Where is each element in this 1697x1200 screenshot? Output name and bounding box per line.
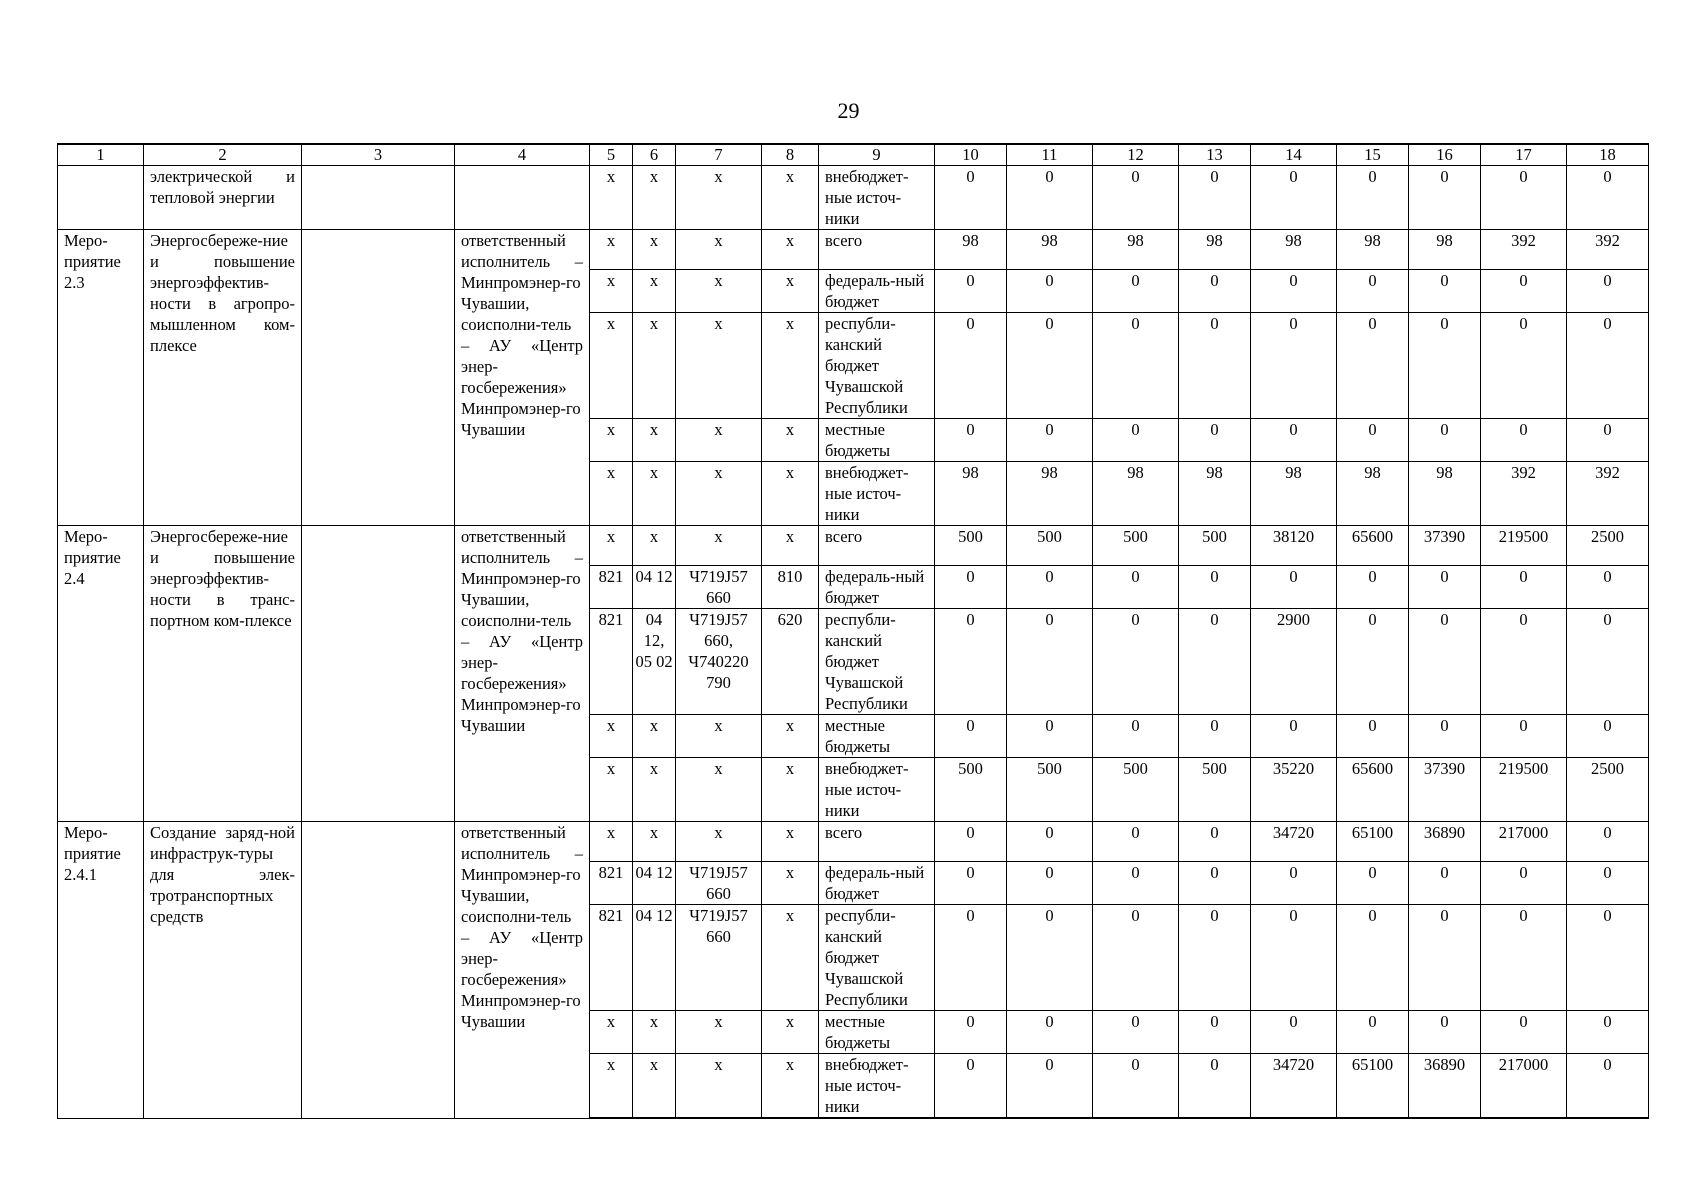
value-cell: 65100 xyxy=(1337,1054,1409,1119)
value-cell: 0 xyxy=(1337,609,1409,715)
value-cell: 0 xyxy=(935,862,1007,905)
value-cell: x xyxy=(762,166,819,230)
funding-source-cell: всего xyxy=(819,230,935,270)
value-cell: 0 xyxy=(1409,609,1481,715)
value-cell: 0 xyxy=(1093,1054,1179,1119)
value-cell: Ч719J57 660 xyxy=(676,566,762,609)
value-cell: 810 xyxy=(762,566,819,609)
value-cell: 98 xyxy=(1251,462,1337,526)
value-cell: 98 xyxy=(1093,230,1179,270)
value-cell: 65100 xyxy=(1337,822,1409,862)
event-name-cell: Энергосбереже-ние и повышение энергоэффектив-ности в агропро-мышленном ком-плексе xyxy=(144,230,302,526)
value-cell: x xyxy=(676,715,762,758)
value-cell: 0 xyxy=(1093,822,1179,862)
value-cell: 65600 xyxy=(1337,526,1409,566)
value-cell: 0 xyxy=(1007,609,1093,715)
column-number-cell: 4 xyxy=(455,144,590,166)
value-cell: 36890 xyxy=(1409,822,1481,862)
funding-source-cell: внебюджет-ные источ-ники xyxy=(819,1054,935,1119)
column-number-cell: 16 xyxy=(1409,144,1481,166)
column-number-cell: 15 xyxy=(1337,144,1409,166)
value-cell: 04 12 xyxy=(633,905,676,1011)
value-cell: 0 xyxy=(1337,166,1409,230)
funding-source-cell: всего xyxy=(819,526,935,566)
column-number-cell: 1 xyxy=(58,144,144,166)
value-cell: x xyxy=(633,419,676,462)
value-cell: 0 xyxy=(1093,862,1179,905)
value-cell: 0 xyxy=(1251,715,1337,758)
value-cell: 0 xyxy=(1093,1011,1179,1054)
value-cell: 0 xyxy=(1179,822,1251,862)
value-cell: 0 xyxy=(1093,270,1179,313)
value-cell: 0 xyxy=(1409,270,1481,313)
value-cell: 0 xyxy=(1093,419,1179,462)
value-cell: 65600 xyxy=(1337,758,1409,822)
funding-source-cell: федераль-ный бюджет xyxy=(819,566,935,609)
value-cell: 98 xyxy=(1337,462,1409,526)
value-cell: 2500 xyxy=(1567,758,1649,822)
value-cell: 0 xyxy=(1251,905,1337,1011)
value-cell: x xyxy=(762,462,819,526)
value-cell: 36890 xyxy=(1409,1054,1481,1119)
table-row xyxy=(58,822,1649,862)
empty-cell xyxy=(302,822,455,1119)
value-cell: 0 xyxy=(1251,166,1337,230)
value-cell: 0 xyxy=(1567,566,1649,609)
program-funding-table xyxy=(57,143,1649,1119)
value-cell: 0 xyxy=(1567,1054,1649,1119)
value-cell: 37390 xyxy=(1409,758,1481,822)
value-cell: x xyxy=(590,758,633,822)
funding-source-cell: республи-канский бюджет Чувашской Республики xyxy=(819,313,935,419)
value-cell: 0 xyxy=(1567,862,1649,905)
event-name-cell: электрической и тепловой энергии xyxy=(144,166,302,230)
value-cell: 0 xyxy=(1007,166,1093,230)
funding-source-cell: внебюджет-ные источ-ники xyxy=(819,166,935,230)
value-cell: x xyxy=(762,270,819,313)
value-cell: 0 xyxy=(1093,905,1179,1011)
value-cell: x xyxy=(676,270,762,313)
value-cell: x xyxy=(762,526,819,566)
value-cell: 35220 xyxy=(1251,758,1337,822)
value-cell: 0 xyxy=(1567,1011,1649,1054)
funding-source-cell: федераль-ный бюджет xyxy=(819,270,935,313)
value-cell: x xyxy=(633,715,676,758)
column-number-cell: 11 xyxy=(1007,144,1093,166)
value-cell: 500 xyxy=(1007,758,1093,822)
value-cell: 392 xyxy=(1567,462,1649,526)
value-cell: 0 xyxy=(935,313,1007,419)
funding-source-cell: внебюджет-ные источ-ники xyxy=(819,462,935,526)
table-row xyxy=(58,166,1649,230)
value-cell: x xyxy=(633,270,676,313)
value-cell: 620 xyxy=(762,609,819,715)
value-cell: x xyxy=(590,1011,633,1054)
measure-cell: Меро-приятие 2.3 xyxy=(58,230,144,526)
value-cell: 98 xyxy=(1337,230,1409,270)
funding-source-cell: местные бюджеты xyxy=(819,715,935,758)
value-cell: x xyxy=(590,715,633,758)
value-cell: x xyxy=(676,313,762,419)
value-cell: 0 xyxy=(1093,715,1179,758)
funding-source-cell: внебюджет-ные источ-ники xyxy=(819,758,935,822)
value-cell: 0 xyxy=(1337,862,1409,905)
column-number-row xyxy=(58,144,1649,166)
value-cell: 0 xyxy=(1179,566,1251,609)
value-cell: x xyxy=(590,419,633,462)
value-cell: x xyxy=(762,822,819,862)
value-cell: 0 xyxy=(1337,566,1409,609)
value-cell: 0 xyxy=(1007,715,1093,758)
value-cell: 0 xyxy=(1409,862,1481,905)
value-cell: 0 xyxy=(1567,270,1649,313)
value-cell: 98 xyxy=(1007,462,1093,526)
value-cell: 0 xyxy=(1093,609,1179,715)
value-cell: 98 xyxy=(1179,462,1251,526)
value-cell: x xyxy=(633,822,676,862)
value-cell: 0 xyxy=(935,419,1007,462)
value-cell: 38120 xyxy=(1251,526,1337,566)
value-cell: 217000 xyxy=(1481,1054,1567,1119)
funding-source-cell: республи-канский бюджет Чувашской Республики xyxy=(819,609,935,715)
value-cell: 0 xyxy=(1093,566,1179,609)
value-cell: 821 xyxy=(590,862,633,905)
value-cell: 34720 xyxy=(1251,822,1337,862)
value-cell: 0 xyxy=(1007,566,1093,609)
value-cell: 0 xyxy=(1409,313,1481,419)
column-number-cell: 14 xyxy=(1251,144,1337,166)
value-cell: 0 xyxy=(935,270,1007,313)
value-cell: Ч719J57 660 xyxy=(676,862,762,905)
value-cell: Ч719J57 660, Ч740220 790 xyxy=(676,609,762,715)
value-cell: 0 xyxy=(1179,270,1251,313)
value-cell: x xyxy=(633,166,676,230)
value-cell: x xyxy=(762,419,819,462)
value-cell: 0 xyxy=(1179,715,1251,758)
column-number-cell: 18 xyxy=(1567,144,1649,166)
value-cell: 0 xyxy=(1481,270,1567,313)
value-cell: 0 xyxy=(1093,166,1179,230)
value-cell: x xyxy=(676,758,762,822)
value-cell: x xyxy=(762,313,819,419)
value-cell: 0 xyxy=(1337,270,1409,313)
value-cell: x xyxy=(633,758,676,822)
column-number-cell: 13 xyxy=(1179,144,1251,166)
value-cell: 0 xyxy=(1179,419,1251,462)
value-cell: 0 xyxy=(1179,1011,1251,1054)
value-cell: 0 xyxy=(1409,905,1481,1011)
value-cell: 0 xyxy=(1567,822,1649,862)
executor-cell xyxy=(455,166,590,230)
value-cell: 0 xyxy=(1337,1011,1409,1054)
value-cell: 0 xyxy=(1251,419,1337,462)
value-cell: 500 xyxy=(1093,758,1179,822)
value-cell: 0 xyxy=(1481,609,1567,715)
value-cell: 0 xyxy=(1007,1054,1093,1119)
value-cell: 500 xyxy=(1179,526,1251,566)
funding-source-cell: местные бюджеты xyxy=(819,419,935,462)
value-cell: x xyxy=(633,462,676,526)
value-cell: 0 xyxy=(1179,862,1251,905)
value-cell: x xyxy=(590,526,633,566)
value-cell: x xyxy=(762,905,819,1011)
value-cell: x xyxy=(762,230,819,270)
value-cell: x xyxy=(633,1054,676,1119)
value-cell: x xyxy=(676,419,762,462)
value-cell: x xyxy=(676,166,762,230)
empty-cell xyxy=(302,230,455,526)
value-cell: 0 xyxy=(1007,270,1093,313)
value-cell: 2900 xyxy=(1251,609,1337,715)
value-cell: x xyxy=(762,758,819,822)
value-cell: x xyxy=(762,1054,819,1119)
value-cell: 0 xyxy=(1409,715,1481,758)
value-cell: 0 xyxy=(1567,313,1649,419)
value-cell: 0 xyxy=(1251,862,1337,905)
value-cell: 98 xyxy=(1093,462,1179,526)
value-cell: 821 xyxy=(590,905,633,1011)
value-cell: 0 xyxy=(1481,862,1567,905)
empty-cell xyxy=(302,526,455,822)
executor-cell: ответственный исполнитель – Минпромэнер-го Чувашии, соисполни-тель – АУ «Центр энер-госбережения» Минпромэнер-го Чувашии xyxy=(455,230,590,526)
value-cell: 0 xyxy=(1179,609,1251,715)
table-row xyxy=(58,230,1649,270)
value-cell: x xyxy=(590,270,633,313)
value-cell: x xyxy=(676,462,762,526)
value-cell: 98 xyxy=(1409,230,1481,270)
value-cell: 98 xyxy=(1251,230,1337,270)
value-cell: 0 xyxy=(1007,419,1093,462)
value-cell: 0 xyxy=(1567,166,1649,230)
value-cell: 0 xyxy=(935,905,1007,1011)
value-cell: 0 xyxy=(1007,822,1093,862)
value-cell: 0 xyxy=(1007,862,1093,905)
value-cell: 219500 xyxy=(1481,526,1567,566)
value-cell: 0 xyxy=(1337,313,1409,419)
value-cell: x xyxy=(590,822,633,862)
value-cell: 0 xyxy=(1007,313,1093,419)
value-cell: 0 xyxy=(1567,905,1649,1011)
value-cell: 0 xyxy=(1179,905,1251,1011)
value-cell: x xyxy=(590,166,633,230)
measure-cell xyxy=(58,166,144,230)
value-cell: 500 xyxy=(1007,526,1093,566)
value-cell: 500 xyxy=(935,526,1007,566)
column-number-cell: 2 xyxy=(144,144,302,166)
value-cell: 98 xyxy=(935,230,1007,270)
value-cell: 04 12 xyxy=(633,862,676,905)
value-cell: 0 xyxy=(1481,715,1567,758)
table-row xyxy=(58,526,1649,566)
value-cell: 0 xyxy=(1337,715,1409,758)
value-cell: 0 xyxy=(1337,905,1409,1011)
page-number: 29 xyxy=(837,98,860,123)
value-cell: 821 xyxy=(590,609,633,715)
value-cell: 0 xyxy=(1179,1054,1251,1119)
value-cell: 0 xyxy=(1481,313,1567,419)
value-cell: 217000 xyxy=(1481,822,1567,862)
executor-cell: ответственный исполнитель – Минпромэнер-го Чувашии, соисполни-тель – АУ «Центр энер-госбережения» Минпромэнер-го Чувашии xyxy=(455,822,590,1119)
value-cell: 0 xyxy=(1481,166,1567,230)
value-cell: x xyxy=(590,313,633,419)
funding-source-cell: республи-канский бюджет Чувашской Республики xyxy=(819,905,935,1011)
value-cell: x xyxy=(590,1054,633,1119)
value-cell: 0 xyxy=(1481,905,1567,1011)
value-cell: 392 xyxy=(1481,462,1567,526)
value-cell: 0 xyxy=(1179,166,1251,230)
measure-cell: Меро-приятие 2.4.1 xyxy=(58,822,144,1119)
value-cell: x xyxy=(762,862,819,905)
value-cell: 0 xyxy=(1093,313,1179,419)
value-cell: 0 xyxy=(935,822,1007,862)
value-cell: x xyxy=(633,230,676,270)
value-cell: 98 xyxy=(1179,230,1251,270)
column-number-cell: 3 xyxy=(302,144,455,166)
column-number-cell: 12 xyxy=(1093,144,1179,166)
event-name-cell: Создание заряд-ной инфраструк-туры для элек-тротранспортных средств xyxy=(144,822,302,1119)
value-cell: 0 xyxy=(1337,419,1409,462)
value-cell: 0 xyxy=(1007,905,1093,1011)
value-cell: 0 xyxy=(1481,419,1567,462)
value-cell: 0 xyxy=(1409,419,1481,462)
value-cell: 0 xyxy=(935,1054,1007,1119)
value-cell: 0 xyxy=(1481,1011,1567,1054)
value-cell: x xyxy=(676,230,762,270)
value-cell: 219500 xyxy=(1481,758,1567,822)
value-cell: 821 xyxy=(590,566,633,609)
value-cell: 98 xyxy=(1007,230,1093,270)
value-cell: x xyxy=(590,462,633,526)
value-cell: 392 xyxy=(1481,230,1567,270)
column-number-cell: 10 xyxy=(935,144,1007,166)
value-cell: 04 12, 05 02 xyxy=(633,609,676,715)
funding-source-cell: федераль-ный бюджет xyxy=(819,862,935,905)
value-cell: 0 xyxy=(1481,566,1567,609)
value-cell: 500 xyxy=(1179,758,1251,822)
value-cell: 0 xyxy=(1251,270,1337,313)
value-cell: 0 xyxy=(935,166,1007,230)
funding-source-cell: всего xyxy=(819,822,935,862)
value-cell: 0 xyxy=(1251,566,1337,609)
empty-cell xyxy=(302,166,455,230)
value-cell: 34720 xyxy=(1251,1054,1337,1119)
value-cell: x xyxy=(633,526,676,566)
value-cell: x xyxy=(762,1011,819,1054)
value-cell: 04 12 xyxy=(633,566,676,609)
column-number-cell: 9 xyxy=(819,144,935,166)
event-name-cell: Энергосбереже-ние и повышение энергоэффектив-ности в транс-портном ком-плексе xyxy=(144,526,302,822)
value-cell: 2500 xyxy=(1567,526,1649,566)
column-number-cell: 17 xyxy=(1481,144,1567,166)
value-cell: x xyxy=(676,526,762,566)
value-cell: 0 xyxy=(1007,1011,1093,1054)
value-cell: 392 xyxy=(1567,230,1649,270)
value-cell: x xyxy=(762,715,819,758)
value-cell: 0 xyxy=(1409,1011,1481,1054)
value-cell: Ч719J57 660 xyxy=(676,905,762,1011)
value-cell: x xyxy=(676,1054,762,1119)
value-cell: x xyxy=(676,822,762,862)
value-cell: x xyxy=(676,1011,762,1054)
value-cell: 0 xyxy=(1567,609,1649,715)
column-number-cell: 5 xyxy=(590,144,633,166)
column-number-cell: 8 xyxy=(762,144,819,166)
value-cell: 0 xyxy=(1179,313,1251,419)
funding-source-cell: местные бюджеты xyxy=(819,1011,935,1054)
value-cell: 0 xyxy=(935,715,1007,758)
value-cell: 0 xyxy=(1251,313,1337,419)
value-cell: 98 xyxy=(1409,462,1481,526)
value-cell: 500 xyxy=(1093,526,1179,566)
value-cell: 0 xyxy=(1567,715,1649,758)
value-cell: 0 xyxy=(1409,566,1481,609)
value-cell: 0 xyxy=(935,566,1007,609)
column-number-cell: 7 xyxy=(676,144,762,166)
measure-cell: Меро-приятие 2.4 xyxy=(58,526,144,822)
executor-cell: ответственный исполнитель – Минпромэнер-го Чувашии, соисполни-тель – АУ «Центр энер-госбережения» Минпромэнер-го Чувашии xyxy=(455,526,590,822)
value-cell: 0 xyxy=(1567,419,1649,462)
value-cell: x xyxy=(633,1011,676,1054)
column-number-cell: 6 xyxy=(633,144,676,166)
value-cell: 0 xyxy=(935,609,1007,715)
value-cell: x xyxy=(590,230,633,270)
value-cell: x xyxy=(633,313,676,419)
value-cell: 37390 xyxy=(1409,526,1481,566)
value-cell: 500 xyxy=(935,758,1007,822)
value-cell: 0 xyxy=(935,1011,1007,1054)
value-cell: 98 xyxy=(935,462,1007,526)
value-cell: 0 xyxy=(1251,1011,1337,1054)
value-cell: 0 xyxy=(1409,166,1481,230)
